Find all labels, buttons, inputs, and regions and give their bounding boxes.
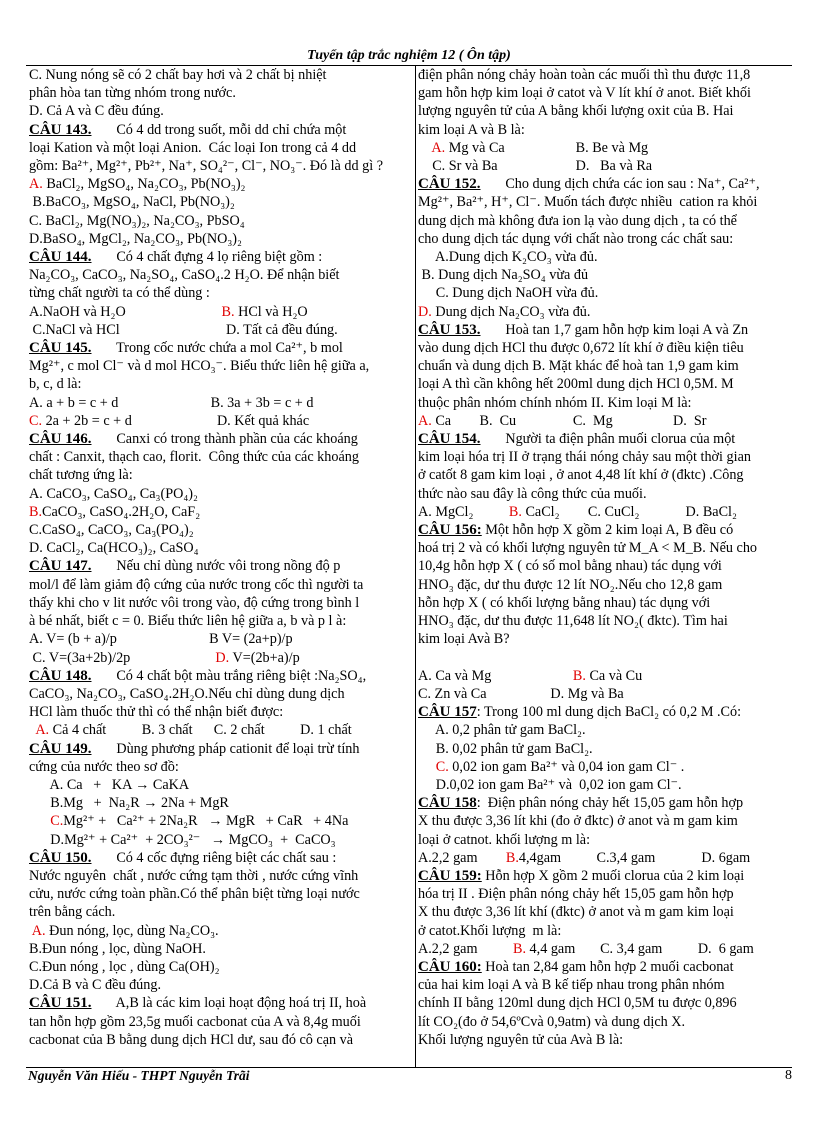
text-line: [29, 485, 413, 503]
question-number: CÂU 160:: [418, 958, 482, 975]
text-line: [418, 1031, 792, 1049]
question-number: CÂU 156:: [418, 522, 482, 539]
text-line: [418, 685, 792, 703]
text-line: [418, 849, 792, 867]
question-number: CÂU 147.: [29, 558, 92, 575]
line-text: điện phân nóng chảy hoàn toàn các muối thì thu được 11,8: [418, 67, 751, 83]
text-line: [418, 394, 792, 412]
text-line: [418, 175, 792, 193]
line-text: chất tương ứng là:: [29, 467, 133, 484]
question-number: CÂU 153.: [418, 321, 481, 338]
line-text: D.0,02 ion gam Ba²⁺ và 0,02 ion gam Cl⁻.: [418, 776, 682, 793]
line-text: C.CaSO₄, CaCO₃, Ca₃(PO₄)₂: [29, 522, 194, 539]
line-text: Nước nguyên chất , nước cứng tạm thời , nước cứng vĩnh: [29, 867, 359, 884]
text-line: [418, 66, 792, 84]
text-line: [418, 84, 792, 102]
column-divider: [415, 66, 416, 1067]
line-text: A. MgCl₂: [418, 503, 509, 520]
question-number: CÂU 143.: [29, 121, 92, 138]
text-line: [29, 503, 413, 521]
answer-key-marker: C.: [50, 813, 64, 830]
text-line: [418, 193, 792, 211]
line-text: Trong cốc nước chứa a mol Ca²⁺, b mol: [91, 340, 343, 357]
line-text: cứng của nước theo sơ đồ:: [29, 758, 179, 775]
line-text: chính II bằng 120ml dung dịch HCl 0,5M tu được 0,896: [418, 995, 737, 1012]
text-line: [29, 248, 413, 266]
line-text: Mg²⁺, c mol Cl⁻ và d mol HCO₃⁻. Biểu thức liên hệ giữa a,: [29, 358, 370, 375]
line-text: C. Sr và Ba D. Ba và Ra: [418, 158, 653, 175]
line-text: thuộc phân nhóm chính nhóm II. Kim loại M là:: [418, 394, 692, 411]
text-line: [29, 758, 413, 776]
line-text: V=(2b+a)/p: [229, 649, 300, 666]
text-line: [418, 958, 792, 976]
text-line: [418, 867, 792, 885]
question-number: CÂU 148.: [29, 667, 92, 684]
answer-key-marker: D.: [418, 303, 432, 320]
line-text: Hỗn hợp X gồm 2 muối clorua của 2 kim loại: [481, 867, 745, 884]
answer-key-marker: B.: [512, 940, 526, 957]
line-text: A.Dung dịch K₂CO₃ vừa đủ.: [418, 249, 598, 266]
line-text: 0,02 ion gam Ba²⁺ và 0,04 ion gam Cl⁻ .: [448, 758, 685, 775]
line-text: trên bằng cách.: [29, 904, 116, 921]
text-line: [418, 448, 792, 466]
text-line: [29, 557, 413, 575]
text-line: [418, 885, 792, 903]
text-line: [418, 539, 792, 557]
text-line: [29, 922, 413, 940]
line-text: Canxi có trong thành phần của các khoáng: [91, 431, 358, 448]
line-text: kim loại hóa trị II ở trạng thái nóng chảy sau một thời gian: [418, 449, 751, 466]
text-line: [29, 339, 413, 357]
text-line: [418, 758, 792, 776]
line-text: Na₂CO₃, CaCO₃, Na₂SO₄, CaSO₄.2 H₂O. Để nhận biết: [29, 267, 340, 284]
answer-key-marker: D.: [215, 649, 230, 666]
text-line: [418, 266, 792, 284]
text-line: [418, 303, 792, 321]
text-line: [418, 503, 792, 521]
answer-key-marker: B.: [221, 303, 235, 320]
text-line: [29, 794, 413, 812]
text-line: [29, 1031, 413, 1049]
line-text: 2a + 2b = c + d D. Kết quả khác: [42, 412, 310, 429]
text-line: [29, 630, 413, 648]
text-line: [29, 1013, 413, 1031]
line-text: à bé nhất, biết c = 0. Biểu thức liên hệ giữa a, b và p l à:: [29, 613, 347, 630]
line-text: A. 0,2 phân tử gam BaCl₂.: [418, 722, 586, 739]
text-line: [29, 139, 413, 157]
answer-key-marker: B.: [572, 667, 586, 684]
line-text: dung dịch mà không đưa ion lạ vào dung dịch , ta có thể: [418, 212, 737, 229]
line-text: Khối lượng nguyên tử của Avà B là:: [418, 1031, 624, 1048]
text-line: [29, 703, 413, 721]
line-text: B.BaCO₃, MgSO₄, NaCl, Pb(NO₃)₂: [29, 194, 235, 211]
line-text: Có 4 dd trong suốt, mỗi dd chỉ chứa một: [91, 121, 347, 138]
line-text: HNO₃ đặc, dư thu được 12 lít NO₂.Nếu cho 12,8 gam: [418, 576, 723, 593]
question-number: CÂU 151.: [29, 995, 92, 1012]
text-line: [29, 230, 413, 248]
line-text: 10,4g hỗn hợp X ( có số mol bằng nhau) tác dụng với: [418, 558, 722, 575]
line-text: lít CO₂(đo ở 54,6ºCvà 0,9atm) và dung dịch X.: [418, 1013, 686, 1030]
line-text: B. 0,02 phân tử gam BaCl₂.: [418, 740, 593, 757]
text-line: [29, 612, 413, 630]
text-line: [29, 448, 413, 466]
line-text: 4,4gam C.3,4 gam D. 6gam: [518, 849, 751, 866]
text-line: [418, 339, 792, 357]
line-text: A. CaCO₃, CaSO₄, Ca₃(PO₄)₂: [29, 485, 198, 502]
line-text: C. Nung nóng sẽ có 2 chất bay hơi và 2 chất bị nhiệt: [29, 67, 327, 83]
line-text: A. Ca và Mg: [418, 667, 573, 684]
text-line: [418, 230, 792, 248]
text-line: [418, 102, 792, 120]
text-line: [29, 958, 413, 976]
answer-key-marker: A.: [31, 922, 46, 939]
line-text: kim loại Avà B?: [418, 631, 510, 648]
line-text: C. Dung dịch NaOH vừa đủ.: [418, 285, 599, 302]
line-text: D. Cả A và C đều đúng.: [29, 103, 164, 120]
line-text: B.Đun nóng , lọc, dùng NaOH.: [29, 940, 206, 957]
text-line: [29, 649, 413, 667]
line-text: A,B là các kim loại hoạt động hoá trị II, hoà: [91, 995, 367, 1012]
text-line: [418, 412, 792, 430]
line-text: Một hỗn hợp X gồm 2 kim loại A, B đều có: [481, 522, 734, 539]
line-text: [29, 813, 50, 829]
question-number: CÂU 157: [418, 704, 477, 721]
text-line: [418, 922, 792, 940]
text-line: [29, 430, 413, 448]
question-number: CÂU 159:: [418, 867, 482, 884]
line-text: HNO₃ đặc, dư thu được 11,648 lít NO₂( đktc). Tìm hai: [418, 613, 728, 630]
question-number: CÂU 154.: [418, 431, 481, 448]
text-line: [418, 594, 792, 612]
text-line: [29, 685, 413, 703]
line-text: loại ở catnot. khối lượng m là:: [418, 831, 591, 848]
line-text: A. a + b = c + d B. 3a + 3b = c + d: [29, 394, 314, 411]
text-line: [418, 903, 792, 921]
text-line: [29, 740, 413, 758]
line-text: cacbonat của B bằng dung dịch HCl dư, sau đó cô cạn và: [29, 1031, 354, 1048]
line-text: mol/l để làm giảm độ cứng của nước trong cốc thì người ta: [29, 576, 364, 593]
question-number: CÂU 149.: [29, 740, 92, 757]
text-line: [29, 831, 413, 849]
answer-key-marker: A.: [35, 722, 50, 739]
line-text: [418, 140, 431, 156]
text-line: [418, 521, 792, 539]
line-text: Ca B. Cu C. Mg D. Sr: [431, 412, 707, 429]
text-line: [418, 557, 792, 575]
text-line: [29, 594, 413, 612]
line-text: Mg²⁺ + Ca²⁺ + 2Na₂R → MgR + CaR + 4Na: [63, 813, 349, 830]
line-text: CaCl₂ C. CuCl₂ D. BaCl₂: [521, 503, 737, 520]
line-text: D.Mg²⁺ + Ca²⁺ + 2CO₃²⁻ → MgCO₃ + CaCO₃: [29, 831, 336, 848]
text-line: [29, 849, 413, 867]
text-line: [418, 612, 792, 630]
text-line: [29, 357, 413, 375]
line-text: X thu được 3,36 lít khí (đktc) ở anot và m gam kim loại: [418, 904, 734, 921]
line-text: b, c, d là:: [29, 376, 82, 393]
text-line: [29, 266, 413, 284]
line-text: Có 4 cốc đựng riêng biệt các chất sau :: [91, 849, 337, 866]
answer-key-marker: C.: [435, 758, 449, 775]
text-line: [418, 940, 792, 958]
line-text: Có 4 chất bột màu trắng riêng biệt :Na₂SO₄,: [91, 667, 367, 684]
line-text: Hoà tan 2,84 gam hỗn hợp 2 muối cacbonat: [481, 958, 734, 975]
line-text: B.Mg + Na₂R → 2Na + MgR: [29, 795, 229, 812]
line-text: Có 4 chất đựng 4 lọ riêng biệt gồm :: [91, 249, 323, 266]
text-line: [29, 667, 413, 685]
line-text: CaCO₃, CaSO₄.2H₂O, CaF₂: [42, 503, 201, 520]
text-line: [418, 466, 792, 484]
text-line: [29, 940, 413, 958]
text-line: [418, 248, 792, 266]
text-line: [29, 84, 413, 102]
line-text: gồm: Ba²⁺, Mg²⁺, Pb²⁺, Na⁺, SO₄²⁻, Cl⁻, NO₃⁻. Đó là dd gì ?: [29, 158, 384, 175]
line-text: : Trong 100 ml dung dịch BaCl₂ có 0,2 M .Có:: [476, 704, 742, 721]
text-line: [29, 721, 413, 739]
line-text: chất : Canxit, thạch cao, florit. Công thức của các khoáng: [29, 449, 359, 466]
question-number: CÂU 152.: [418, 176, 481, 193]
page-header-title: Tuyển tập trắc nghiệm 12 ( Ôn tập): [307, 48, 511, 63]
text-line: [29, 576, 413, 594]
text-line: [418, 994, 792, 1012]
line-text: C. BaCl₂, Mg(NO₃)₂, Na₂CO₃, PbSO₄: [29, 212, 245, 229]
line-text: 4,4 gam C. 3,4 gam D. 6 gam: [526, 940, 754, 957]
text-line: [418, 740, 792, 758]
text-line: [29, 539, 413, 557]
text-line: [418, 721, 792, 739]
text-line: [29, 521, 413, 539]
line-text: thấy khi cho v lit nước vôi trong vào, độ cứng trong bình l: [29, 594, 360, 611]
answer-key-marker: B.: [508, 503, 522, 520]
line-text: hoá trị 2 và có khối lượng nguyên tử M_A < M_B. Nếu cho: [418, 540, 758, 557]
line-text: gam hỗn hợp kim loại ở catot và V lít khí ở anot. Biết khối: [418, 85, 751, 102]
line-text: lượng nguyên tử của A bằng khối lượng oxit của B. Hai: [418, 103, 734, 120]
line-text: BaCl₂, MgSO₄, Na₂CO₃, Pb(NO₃)₂: [42, 176, 246, 193]
text-line: [29, 66, 413, 84]
line-text: C. V=(3a+2b)/2p: [29, 649, 216, 666]
text-line: [29, 102, 413, 120]
line-text: B. Dung dịch Na₂SO₄ vừa đủ: [418, 267, 589, 284]
line-text: A.2,2 gam: [418, 940, 513, 957]
line-text: ở catot.Khối lượng m là:: [418, 922, 562, 939]
line-text: hỗn hợp X ( có khối lượng bằng nhau) tác dụng với: [418, 594, 711, 611]
text-line: [418, 375, 792, 393]
text-line: [29, 976, 413, 994]
line-text: : Điện phân nóng chảy hết 15,05 gam hỗn hợp: [476, 795, 744, 812]
line-text: Dùng phương pháp cationit để loại trừ tính: [91, 740, 360, 757]
line-text: D.BaSO₄, MgCl₂, Na₂CO₃, Pb(NO₃)₂: [29, 230, 242, 247]
text-line: [418, 1013, 792, 1031]
left-column: [29, 66, 413, 1067]
line-text: loại A thì cần không hết 200ml dung dịch HCl 0,5M. M: [418, 376, 734, 393]
text-line: [418, 794, 792, 812]
line-text: từng chất người ta có thể dùng :: [29, 285, 210, 302]
line-text: Đun nóng, lọc, dùng Na₂CO₃.: [45, 922, 219, 939]
text-line: [418, 485, 792, 503]
text-line: [418, 284, 792, 302]
footer-author: Nguyễn Văn Hiếu - THPT Nguyễn Trãi: [28, 1068, 250, 1083]
answer-key-marker: B.: [505, 849, 519, 866]
text-line: [418, 357, 792, 375]
text-line: [29, 412, 413, 430]
text-line: [29, 193, 413, 211]
question-number: CÂU 145.: [29, 340, 92, 357]
line-text: Cho dung dịch chứa các ion sau : Na⁺, Ca²⁺,: [480, 176, 760, 193]
text-line: [29, 812, 413, 830]
line-text: của hai kim loại A và B kế tiếp nhau trong phân nhóm: [418, 977, 725, 994]
line-text: Mg và Ca B. Be và Mg: [445, 139, 649, 156]
line-text: Dung dịch Na₂CO₃ vừa đủ.: [431, 303, 591, 320]
text-line: [418, 157, 792, 175]
line-text: Mg²⁺, Ba²⁺, H⁺, Cl⁻. Muốn tách được nhiều cation ra khỏi: [418, 194, 758, 211]
line-text: cửu, nước cứng toàn phần.Có thể phân biệt từng loại nước: [29, 886, 360, 903]
line-text: HCl và H₂O: [234, 303, 308, 320]
page-number: 8: [785, 1068, 792, 1083]
text-line: [29, 394, 413, 412]
line-text: thức nào sau đây là công thức của muối.: [418, 485, 647, 502]
line-text: hóa trị II . Điện phân nóng chảy hết 15,05 gam hỗn hợp: [418, 886, 734, 903]
text-line: [29, 157, 413, 175]
line-text: A.NaOH và H₂O: [29, 303, 222, 320]
line-text: ở catốt 8 gam kim loại , ở anot 4,48 lít khí ở (đktc) .Công: [418, 467, 744, 484]
answer-key-marker: A.: [431, 139, 446, 156]
text-line: [418, 831, 792, 849]
text-line: [29, 175, 413, 193]
line-text: Hoà tan 1,7 gam hỗn hợp kim loại A và Zn: [480, 321, 749, 338]
line-text: C.Đun nóng , lọc , dùng Ca(OH)₂: [29, 958, 220, 975]
text-line: [29, 867, 413, 885]
line-text: D.Cả B và C đều đúng.: [29, 977, 162, 994]
line-text: A.2,2 gam: [418, 849, 506, 866]
text-line: [418, 630, 792, 648]
line-text: Ca và Cu: [585, 667, 643, 684]
text-line: [418, 667, 792, 685]
right-column: [418, 66, 792, 1067]
line-text: phân hòa tan từng nhóm trong nước.: [29, 85, 236, 102]
text-line: [418, 321, 792, 339]
question-number: CÂU 150.: [29, 849, 92, 866]
line-text: HCl làm thuốc thử thì có thể nhận biết được:: [29, 704, 284, 721]
line-text: chuẩn và dung dịch B. Mặt khác để hoà tan 1,9 gam kim: [418, 358, 739, 375]
text-line: [29, 121, 413, 139]
text-line: [418, 976, 792, 994]
text-line: [418, 703, 792, 721]
question-number: CÂU 146.: [29, 431, 92, 448]
text-line: [418, 139, 792, 157]
text-line: [29, 994, 413, 1012]
line-text: X thu được 3,36 lít khi (đo ở đktc) ở anot và m gam kim: [418, 813, 738, 830]
line-text: tan hỗn hợp gồm 23,5g muối cacbonat của A và 8,4g muối: [29, 1013, 361, 1030]
text-line: [418, 812, 792, 830]
line-text: kim loại A và B là:: [418, 121, 525, 138]
text-line: [29, 375, 413, 393]
line-text: Người ta điện phân muối clorua của một: [480, 431, 736, 448]
text-line: [29, 903, 413, 921]
answer-key-marker: C.: [29, 412, 43, 429]
line-text: C. Zn và Ca D. Mg và Ba: [418, 685, 624, 702]
line-text: loại Kation và một loại Anion. Các loại Ion trong cả 4 dd: [29, 139, 357, 156]
line-text: A. V= (b + a)/p B V= (2a+p)/p: [29, 631, 293, 648]
text-line: [418, 121, 792, 139]
line-text: CaCO₃, Na₂CO₃, CaSO₄.2H₂O.Nếu chỉ dùng dung dịch: [29, 685, 345, 702]
text-line: [418, 212, 792, 230]
answer-key-marker: B.: [29, 503, 43, 520]
line-text: Cả 4 chất B. 3 chất C. 2 chất D. 1 chất: [49, 722, 352, 739]
line-text: Nếu chỉ dùng nước vôi trong nồng độ p: [91, 558, 341, 575]
line-text: A. Ca + KA → CaKA: [29, 776, 190, 793]
text-line: [29, 776, 413, 794]
line-text: C.NaCl và HCl D. Tất cả đều đúng.: [29, 321, 338, 338]
question-number: CÂU 144.: [29, 249, 92, 266]
text-line: [29, 885, 413, 903]
line-text: D. CaCl₂, Ca(HCO₃)₂, CaSO₄: [29, 540, 199, 557]
text-line: [29, 321, 413, 339]
line-text: cho dung dịch tác dụng với chất nào trong các chất sau:: [418, 230, 734, 247]
text-line: [418, 576, 792, 594]
text-line: [418, 430, 792, 448]
text-line: [29, 212, 413, 230]
line-text: vào dung dịch HCl thu được 0,672 lít khí ở điều kiện tiêu: [418, 340, 744, 357]
text-line: [418, 776, 792, 794]
answer-key-marker: A.: [418, 412, 432, 429]
text-line: [29, 284, 413, 302]
text-line: [418, 649, 792, 667]
text-line: [29, 466, 413, 484]
answer-key-marker: A.: [29, 176, 43, 193]
line-text: [418, 759, 436, 775]
text-line: [29, 303, 413, 321]
question-number: CÂU 158: [418, 795, 477, 812]
